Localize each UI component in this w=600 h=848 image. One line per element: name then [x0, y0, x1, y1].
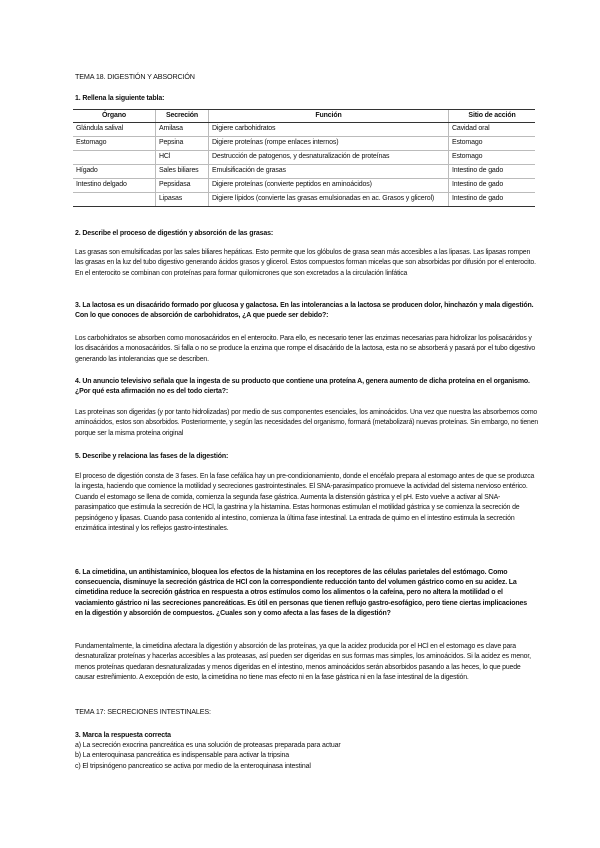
table-cell: Destrucción de patogenos, y desnaturalización de proteínas — [209, 151, 449, 165]
table-cell: Digiere proteínas (convierte peptidos en aminoácidos) — [209, 179, 449, 193]
table-cell — [73, 151, 156, 165]
table-cell: Estomago — [449, 151, 536, 165]
table-cell: HCl — [156, 151, 209, 165]
table-row — [73, 193, 535, 207]
option-a: a) La secreción exocrina pancreática es una solución de proteasas preparada para actuar — [75, 742, 341, 750]
answer-4: Las proteínas son digeridas (y por tanto hidrolizadas) por medio de sus componentes esenciales, los aminoácidos. Una vez que nuestra las absorbemos como aminoácidos, estos son absorbidos. Posteriormente, y según las necesidades del organismo, formará (metabolizará) nuevas proteínas. Sin embargo, no tienen porque ser la misma proteína original — [75, 409, 539, 437]
header-organ: Órgano — [73, 110, 156, 123]
table-cell: Pepsina — [156, 137, 209, 151]
table-header-row — [73, 110, 535, 123]
question-1: 1. Rellena la siguiente tabla: — [75, 95, 165, 102]
table-cell: Digiere carbohidratos — [209, 123, 449, 137]
table-cell: Intestino delgado — [73, 179, 156, 193]
question-4: 4. Un anuncio televisivo señala que la ingesta de su producto que contiene una proteína A, genera aumento de dicha proteína en el organismo. ¿Por qué esta afirmación no es del todo cierta?: — [75, 378, 530, 396]
table-cell: Glándula salival — [73, 123, 156, 137]
table-cell: Digiere lípidos (convierte las grasas emulsionadas en ac. Grasos y glicerol) — [209, 193, 449, 207]
answer-3: Los carbohidratos se absorben como monosacáridos en el enterocito. Para ello, es necesario tener las enzimas necesarias para hidrolizar los polisacáridos y los disacáridos a monosacáridos. Si falla o no se produce la enzima que rompe el disacárido de la lactosa, esta no se absorberá y pasará por el tubo digestivo generando las intolerancias que se describen. — [75, 335, 536, 363]
table-cell: Sales biliares — [156, 165, 209, 179]
table-cell — [73, 193, 156, 207]
option-c: c) El tripsinógeno pancreatico se activa por medio de la enteroquinasa intestinal — [75, 762, 311, 770]
question-6: 6. La cimetidina, un antihistamínico, bloquea los efectos de la histamina en los receptores de las células parietales del estómago. Como consecuencia, disminuye la secreción gástrica de HCl con la correspondiente reducción tanto del volumen gástrico como en su acidez. La cimetidina reduce la secreción gástrica en respuesta a otros estímulos como los alimentos o la cafeína, pero no altera la motilidad o el vaciamiento gástrico ni las secreciones pancreáticas. Es útil en personas que tienen reflujo gastro-esofágico, pero tiene ciertas implicaciones en la digestión y absorción de compuestos. ¿Cuales son y como afecta a las fases de la digestión? — [75, 569, 527, 617]
table-row — [73, 151, 535, 165]
question-5: 5. Describe y relaciona las fases de la digestión: — [75, 453, 229, 460]
secretion-table — [73, 109, 535, 207]
table-cell: Lipasas — [156, 193, 209, 207]
table-cell: Cavidad oral — [449, 123, 536, 137]
table-cell: Pepsidasa — [156, 179, 209, 193]
header-secretion: Secreción — [156, 110, 209, 123]
table-cell: Intestino de gado — [449, 165, 536, 179]
section-title-2: TEMA 17: SECRECIONES INTESTINALES: — [75, 707, 211, 716]
question-2: 2. Describe el proceso de digestión y absorción de las grasas: — [75, 230, 274, 237]
table-row — [73, 179, 535, 193]
table-cell: Intestino de gado — [449, 179, 536, 193]
header-function: Función — [209, 110, 449, 123]
table-row — [73, 165, 535, 179]
answer-5: El proceso de digestión consta de 3 fases. En la fase cefálica hay un pre-condicionamiento, donde el encéfalo prepara al estomago antes de que se produzca la ingesta, haciendo que comience la motilidad y secreciones gastrointestinales. El SNA-parasimpatico promueve la actividad del sistema nervioso entérico. Cuando el estomago se llena de comida, comienza la segunda fase gástrica. Aumenta la distensión gástrica y el pH. Esto vuelve a activar al SNA-parasimpatico que estimula la secreción de HCl, la gastrina y la histamina. Estas hormonas estimulan el motilidad gástrica y se comienza la secreción de pepsinógeno y lipasas. Cuando pasa contenido al intestino, comienza la última fase intestinal. La entrada de quimo en el intestino estimula la secreción enzimática intestinal y los reflejos gastro-intestinales. — [75, 473, 535, 533]
question-3: 3. La lactosa es un disacárido formado por glucosa y galactosa. En las intolerancias a la lactosa se producen dolor, hinchazón y mala digestión. Con lo que conoces de absorción de carbohidratos, ¿A que puede ser debido?: — [75, 302, 534, 320]
header-site: Sitio de acción — [449, 110, 536, 123]
table-row — [73, 123, 535, 137]
table-cell: Emulsificación de grasas — [209, 165, 449, 179]
table-cell: Digiere proteínas (rompe enlaces internos) — [209, 137, 449, 151]
table-cell: Amilasa — [156, 123, 209, 137]
answer-6: Fundamentalmente, la cimetidina afectara la digestión y absorción de las proteínas, ya que la acidez producida por el HCl en el estomago es clave para desnaturalizar proteínas y hacerlas accesibles a las proteasas, así pueden ser digeridas en sus formas mas simples, los aminoácidos. Si la acidez es menor, menos proteínas quedaran desnaturalizadas y menos digeridas en el intestino, menos aminoácidos serán absorbidos pasando a las heces, lo que puede causar estreñimiento. A excepción de esto, la cimetidina no tiene mas efecto ni en la fase gástrica ni en la fase intestinal de la digestión. — [75, 643, 531, 682]
question-7 — [75, 731, 535, 772]
answer-2: Las grasas son emulsificadas por las sales biliares hepáticas. Esto permite que los glóbulos de grasa sean más accesibles a las lipasas. Las lipasas rompen las grasas en la luz del tubo digestivo generando ácidos grasos y glicerol. Estos compuestos forman micelas que son absorbidas por difusión por el enterocito. En el enterocito se combinan con proteínas para formar quilomicrones que son excretados a la circulación linfática — [75, 249, 536, 277]
table-cell: Estomago — [73, 137, 156, 151]
table-cell: Hígado — [73, 165, 156, 179]
option-b: b) La enteroquinasa pancreática es indispensable para activar la tripsina — [75, 752, 289, 760]
table-row — [73, 137, 535, 151]
table-cell: Estomago — [449, 137, 536, 151]
section-title: TEMA 18. DIGESTIÓN Y ABSORCIÓN — [75, 72, 195, 81]
table-cell: Intestino de gado — [449, 193, 536, 207]
question-7-text: 3. Marca la respuesta correcta — [75, 732, 171, 739]
